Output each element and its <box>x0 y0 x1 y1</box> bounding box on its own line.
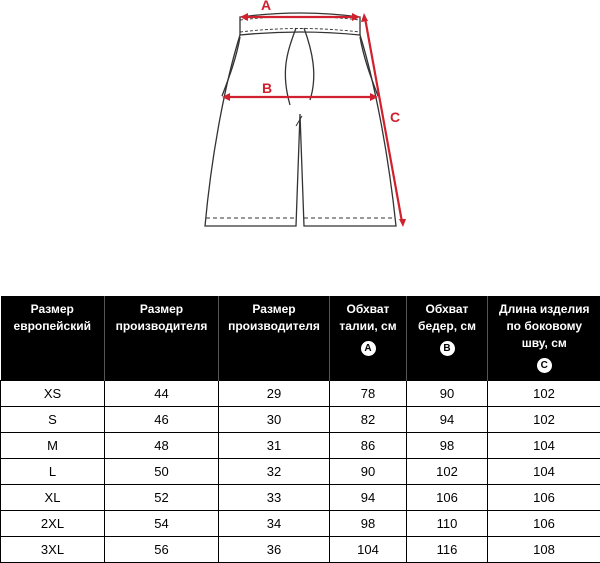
table-cell: 54 <box>105 510 219 536</box>
column-header-line: Размер <box>221 301 327 318</box>
label-c: C <box>390 109 400 125</box>
table-cell: 56 <box>105 536 219 562</box>
table-cell: 104 <box>488 432 600 458</box>
table-cell: 102 <box>407 458 488 484</box>
column-header-line: Обхват <box>409 301 485 318</box>
column-header <box>219 296 330 380</box>
table-cell: 30 <box>219 406 330 432</box>
column-header-line: талии, см <box>332 318 404 335</box>
table-cell: 98 <box>330 510 407 536</box>
column-header-line: европейский <box>3 318 103 335</box>
table-cell: 2XL <box>1 510 105 536</box>
table-cell: L <box>1 458 105 484</box>
table-cell: 29 <box>219 380 330 406</box>
column-header-line: бедер, см <box>409 318 485 335</box>
table-cell: S <box>1 406 105 432</box>
table-cell: 110 <box>407 510 488 536</box>
column-header-line: шву, см <box>490 335 599 352</box>
column-header <box>330 296 407 380</box>
table-cell: 32 <box>219 458 330 484</box>
table-cell: 86 <box>330 432 407 458</box>
table-cell: 94 <box>330 484 407 510</box>
table-cell: 82 <box>330 406 407 432</box>
column-header-line: производителя <box>107 318 216 335</box>
table-cell: 94 <box>407 406 488 432</box>
table-cell: 48 <box>105 432 219 458</box>
table-cell: 90 <box>407 380 488 406</box>
table-cell: 3XL <box>1 536 105 562</box>
size-table <box>0 296 600 563</box>
column-header <box>407 296 488 380</box>
table-cell: 50 <box>105 458 219 484</box>
table-row <box>1 510 600 536</box>
column-header-line: Обхват <box>332 301 404 318</box>
column-header-line: Размер <box>107 301 216 318</box>
table-row <box>1 484 600 510</box>
table-row <box>1 380 600 406</box>
table-cell: XS <box>1 380 105 406</box>
column-header-line: Размер <box>3 301 103 318</box>
table-row <box>1 432 600 458</box>
label-b: B <box>262 80 272 96</box>
table-cell: 31 <box>219 432 330 458</box>
column-header <box>488 296 600 380</box>
table-cell: 104 <box>488 458 600 484</box>
table-cell: 106 <box>488 484 600 510</box>
table-cell: M <box>1 432 105 458</box>
table-cell: 108 <box>488 536 600 562</box>
table-cell: XL <box>1 484 105 510</box>
column-header-line: Длина изделия <box>490 301 599 318</box>
table-cell: 102 <box>488 406 600 432</box>
column-header <box>1 296 105 380</box>
table-cell: 33 <box>219 484 330 510</box>
table-cell: 90 <box>330 458 407 484</box>
table-cell: 46 <box>105 406 219 432</box>
table-row <box>1 536 600 562</box>
table-cell: 44 <box>105 380 219 406</box>
label-a: A <box>261 0 271 13</box>
table-cell: 78 <box>330 380 407 406</box>
table-cell: 98 <box>407 432 488 458</box>
table-row <box>1 458 600 484</box>
table-cell: 52 <box>105 484 219 510</box>
table-header-row <box>1 296 600 380</box>
column-header <box>105 296 219 380</box>
table-cell: 34 <box>219 510 330 536</box>
table-cell: 106 <box>488 510 600 536</box>
table-cell: 104 <box>330 536 407 562</box>
table-cell: 116 <box>407 536 488 562</box>
measurement-badge: B <box>440 341 455 356</box>
column-header-line: по боковому <box>490 318 599 335</box>
measurement-badge: C <box>537 358 552 373</box>
column-header-line: производителя <box>221 318 327 335</box>
table-cell: 36 <box>219 536 330 562</box>
shorts-drawing <box>205 13 396 226</box>
table-cell: 106 <box>407 484 488 510</box>
measurement-badge: A <box>361 341 376 356</box>
table-row <box>1 406 600 432</box>
table-cell: 102 <box>488 380 600 406</box>
measurement-lines <box>222 13 406 227</box>
